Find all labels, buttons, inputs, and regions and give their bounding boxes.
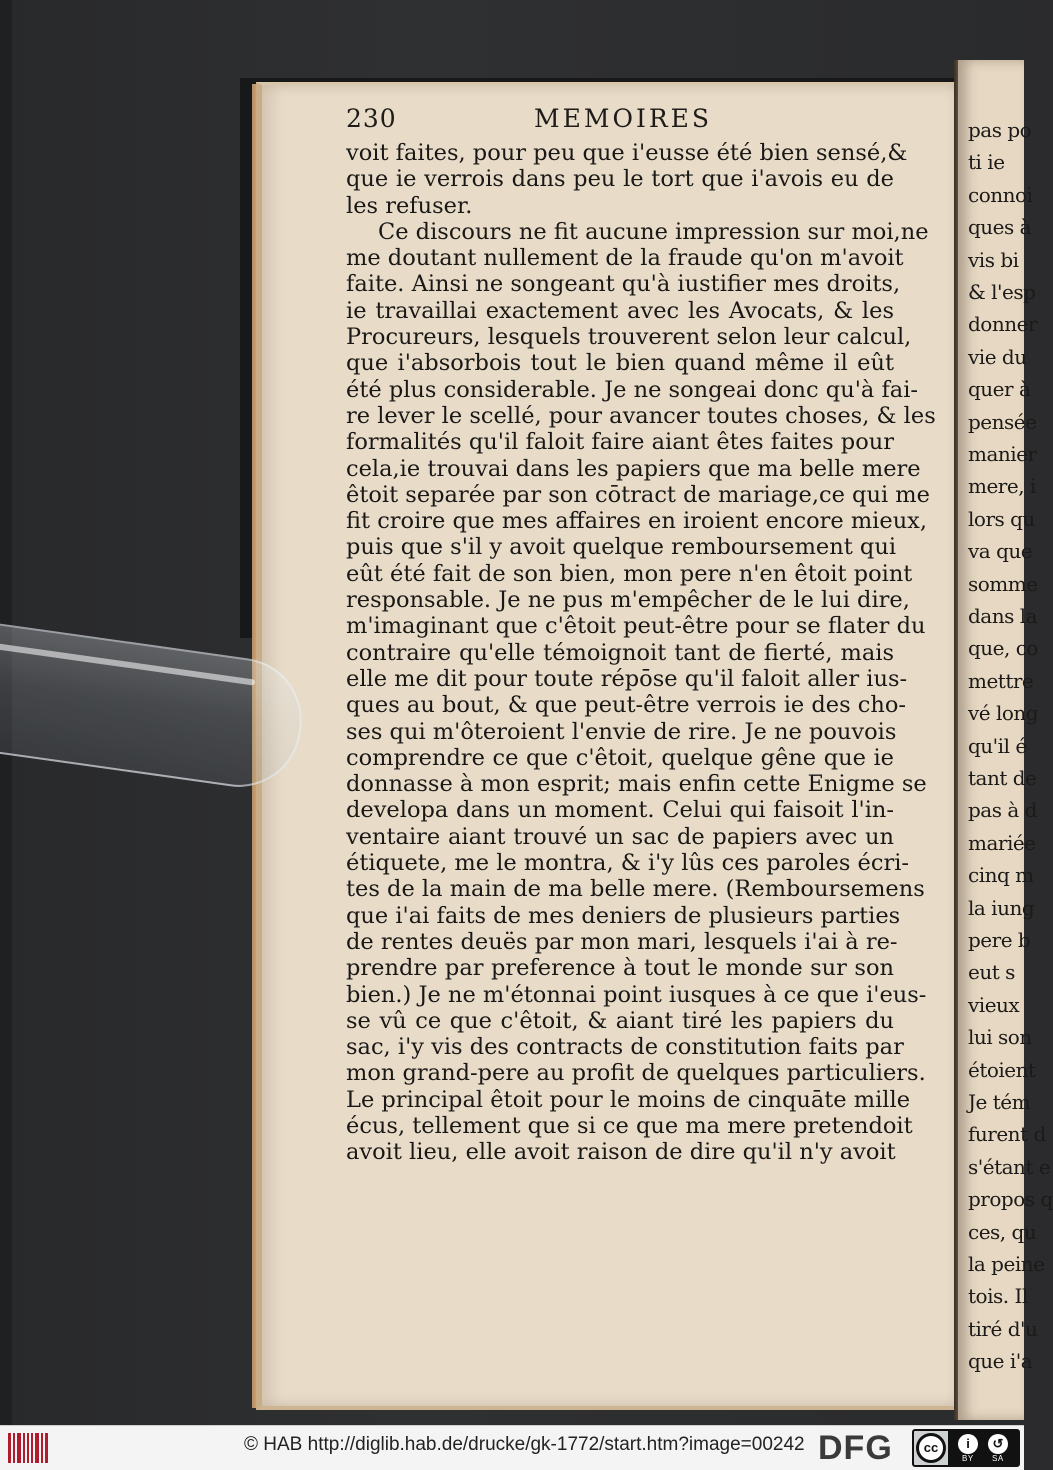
facing-page-fragment: va que — [968, 539, 1033, 564]
text-line: ventaire aiant trouvé un sac de papiers avec un — [346, 823, 894, 850]
text-line: re lever le scellé, pour avancer toutes choses, & les — [346, 402, 936, 429]
text-line: puis que s'il y avoit quelque remboursement qui — [346, 534, 897, 561]
facing-page-fragment: vé long — [968, 701, 1039, 726]
text-line: êtoit separée par son cōtract de mariage,ce qui me — [346, 481, 930, 508]
text-line: ses qui m'ôteroient l'envie de rire. Je ne pouvois — [346, 718, 897, 745]
dfg-logo[interactable]: DFG — [818, 1429, 893, 1467]
facing-page-fragment: que i'a — [968, 1349, 1033, 1374]
text-line: avoit lieu, elle avoit raison de dire qu'il n'y avoit — [346, 1139, 896, 1166]
text-line: contraire qu'elle témoignoit tant de fierté, mais — [346, 639, 894, 666]
facing-page-fragment: propos q — [968, 1187, 1053, 1212]
text-line: que ie verrois dans peu le tort que i'avois eu de — [346, 166, 894, 193]
text-line: mon grand-pere au profit de quelques particuliers. — [346, 1060, 926, 1087]
text-line: formalités qu'il faloit faire aiant êtes faites pour — [346, 429, 894, 456]
text-line: faite. Ainsi ne songeant qu'à iustifier mes droits, — [346, 271, 901, 298]
text-line: eût été fait de son bien, mon pere n'en êtoit point — [346, 560, 913, 587]
facing-page-fragment: pere b — [968, 928, 1031, 952]
text-line: me doutant nullement de la fraude qu'on m'avoit — [346, 245, 904, 272]
facing-page-fragment: donner — [968, 312, 1038, 337]
facing-page-fragment: lors qu — [968, 506, 1035, 531]
facing-page-fragment: tois. Il — [968, 1284, 1028, 1309]
running-head-title: MEMOIRES — [534, 104, 713, 133]
text-line: se vû ce que c'êtoit, & aiant tiré les papiers du — [346, 1007, 894, 1034]
facing-page-fragment: pas à d — [968, 798, 1037, 823]
text-line: cela,ie trouvai dans les papiers que ma belle mere — [346, 455, 921, 482]
text-line: donnasse à mon esprit; mais enfin cette Enigme se — [346, 771, 927, 798]
text-line: que i'ai faits de mes deniers de plusieurs parties — [346, 902, 901, 929]
by-label: BY — [962, 1454, 974, 1463]
facing-page-fragment: la iung — [968, 895, 1035, 920]
by-icon: i — [958, 1434, 978, 1454]
text-line: que i'absorbois tout le bien quand même il eût — [346, 350, 894, 377]
facing-page-fragment: s'étant e — [968, 1154, 1051, 1179]
viewer-footer — [0, 1425, 1024, 1470]
text-line: voit faites, pour peu que i'eusse été bien sensé,& — [346, 140, 908, 166]
hab-logo — [8, 1433, 48, 1463]
facing-page-fragment: eut s — [968, 960, 1015, 985]
text-line: comprendre ce que c'êtoit, quelque gêne que ie — [346, 744, 894, 771]
facing-page-fragment: manier — [968, 442, 1037, 466]
cc-attribution-strip — [948, 1431, 1018, 1465]
text-line: de rentes deuës par mon mari, lesquels i'ai à re- — [346, 928, 898, 955]
facing-page — [958, 60, 1053, 1420]
text-line: tes de la main de ma belle mere. (Remboursemens — [346, 876, 925, 903]
text-line: Ce discours ne fit aucune impression sur moi,ne — [378, 218, 929, 245]
text-line: été plus considerable. Je ne songeai donc qu'à fai- — [346, 376, 918, 403]
facing-page-fragment: connoi — [968, 182, 1033, 207]
cc-icon: cc — [916, 1433, 946, 1463]
text-line: elle me dit pour toute répōse qu'il faloit aller ius- — [346, 665, 908, 692]
facing-page-fragment: ques à — [968, 215, 1032, 240]
facing-page-fragment: ces, qu — [968, 1219, 1037, 1244]
facing-page-fragment: vis bi — [968, 247, 1019, 272]
text-line: les refuser. — [346, 192, 473, 219]
text-line: responsable. Je ne pus m'empêcher de le lui dire, — [346, 587, 910, 614]
text-line: étiquete, me le montra, & i'y lûs ces paroles écri- — [346, 850, 910, 877]
facing-page-fragment: quer à — [968, 377, 1031, 402]
text-line: Le principal êtoit pour le moins de cinquāte mille — [346, 1086, 911, 1113]
page-number: 230 — [346, 104, 397, 133]
facing-page-fragment: la peine — [968, 1252, 1045, 1276]
facing-page-fragment: mariée — [968, 830, 1036, 855]
text-line: m'imaginant que c'êtoit peut-être pour se flater du — [346, 613, 926, 640]
facing-page-fragment: & l'esp — [968, 280, 1036, 304]
facing-page-fragment: dans la — [968, 604, 1038, 628]
facing-page-fragment: que, co — [968, 636, 1038, 661]
text-line: fit croire que mes affaires en iroient encore mieux, — [346, 508, 928, 535]
copyright-link[interactable]: © HAB http://diglib.hab.de/drucke/gk-1772/start.htm?image=00242 — [244, 1434, 805, 1455]
text-line: ques au bout, & que peut-être verrois ie des cho- — [346, 692, 907, 719]
facing-page-fragment: mere, i — [968, 474, 1036, 499]
facing-page-fragment: tiré d'u — [968, 1316, 1038, 1341]
text-line: prendre par preference à tout le monde sur son — [346, 955, 894, 982]
facing-page-fragment: lui son — [968, 1025, 1032, 1050]
facing-page-fragment: mettre — [968, 668, 1034, 693]
cc-license-badge[interactable] — [912, 1429, 1020, 1467]
page-text — [346, 140, 936, 1166]
sa-icon: ↺ — [988, 1434, 1008, 1454]
text-line: écus, tellement que si ce que ma mere pretendoit — [346, 1112, 913, 1139]
facing-page-fragment: vieux — [968, 992, 1020, 1017]
facing-page-fragment: pas po — [968, 118, 1032, 142]
text-line: bien.) Je ne m'étonnai point iusques à ce que i'eus- — [346, 981, 927, 1008]
facing-page-fragment: Je tém — [968, 1090, 1031, 1114]
facing-page-fragment: somme — [968, 571, 1038, 596]
text-line: ie travaillai exactement avec les Avocats, & les — [346, 297, 894, 324]
facing-page-fragment: tant de — [968, 766, 1037, 790]
sa-label: SA — [992, 1454, 1004, 1463]
facing-page-fragment: ti ie — [968, 150, 1005, 175]
facing-page-fragment: vie du — [968, 344, 1027, 369]
text-line: developa dans un moment. Celui qui faisoit l'in- — [346, 797, 894, 824]
text-line: sac, i'y vis des contracts de constitution faits par — [346, 1034, 904, 1061]
facing-page-fragment: furent d — [968, 1122, 1046, 1147]
facing-page-fragment: qu'il é — [968, 733, 1027, 758]
running-head — [346, 104, 906, 138]
facing-page-fragment: pensée — [968, 409, 1037, 434]
facing-page-fragment: cinq m — [968, 863, 1034, 888]
text-line: Procureurs, lesquels trouverent selon leur calcul, — [346, 324, 912, 351]
glass-highlight — [0, 641, 255, 686]
facing-page-fragment: étoient — [968, 1057, 1036, 1082]
